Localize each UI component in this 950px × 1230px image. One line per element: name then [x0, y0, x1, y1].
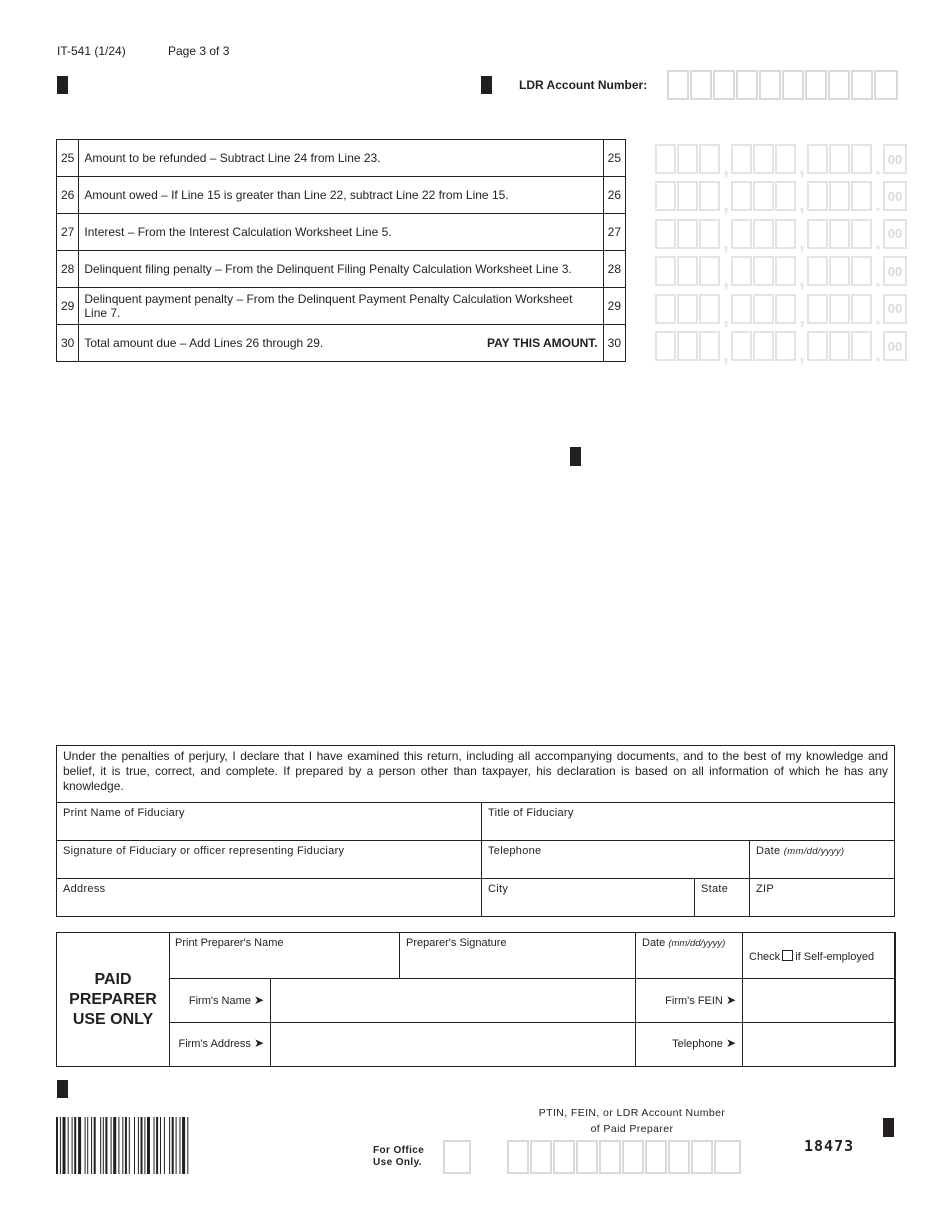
heading-line: PAID: [94, 970, 132, 988]
digit-box[interactable]: [699, 144, 720, 174]
barcode-bar: [172, 1117, 174, 1174]
line-text: Interest – From the Interest Calculation Worksheet Line 5.: [84, 225, 392, 239]
digit-box[interactable]: [655, 256, 676, 286]
self-employed-checkbox[interactable]: [782, 950, 793, 961]
barcode-bar: [125, 1117, 127, 1174]
self-employed-field: [743, 933, 894, 978]
line-number: 26: [57, 177, 79, 214]
line-number: 30: [603, 325, 625, 362]
city-field[interactable]: [482, 879, 695, 916]
amount-field-line-27[interactable]: [655, 219, 907, 254]
declaration-section: [56, 745, 895, 917]
barcode-bar: [105, 1117, 107, 1174]
barcode-bar: [182, 1117, 185, 1174]
barcode-bar: [176, 1117, 177, 1174]
barcode-bar: [60, 1117, 61, 1174]
barcode-bar: [111, 1117, 112, 1174]
preparer-telephone-field[interactable]: [743, 1022, 894, 1066]
heading-line: PREPARER: [69, 990, 157, 1008]
comma-separator: ,: [799, 194, 805, 217]
line-text: Total amount due – Add Lines 26 through 29.: [84, 336, 324, 350]
digit-box[interactable]: [851, 144, 872, 174]
digit-box[interactable]: [731, 256, 752, 286]
cents-box: 00: [883, 331, 907, 361]
ptin-label-line: PTIN, FEIN, or LDR Account Number: [538, 1107, 726, 1119]
line-text: Amount owed – If Line 15 is greater than Line 22, subtract Line 22 from Line 15.: [84, 188, 509, 202]
address-label: Address: [63, 883, 106, 895]
comma-separator: ,: [799, 157, 805, 179]
line-number: 25: [603, 140, 625, 177]
decimal-point: .: [875, 269, 881, 292]
date-field[interactable]: [750, 841, 894, 878]
barcode-bar: [103, 1117, 104, 1174]
preparer-date-field[interactable]: [636, 933, 743, 978]
digit-box[interactable]: [775, 294, 796, 324]
registration-mark: [883, 1118, 894, 1137]
barcode-bar: [129, 1117, 130, 1174]
office-use-box: [443, 1140, 471, 1174]
barcode-bar: [180, 1117, 181, 1174]
amount-field-line-25[interactable]: [655, 144, 907, 179]
barcode-bar: [118, 1117, 119, 1174]
digit-box[interactable]: [731, 219, 752, 249]
barcode-bar: [85, 1117, 86, 1174]
barcode-bar: [141, 1117, 143, 1174]
barcode: [56, 1117, 230, 1174]
barcode-bar: [154, 1117, 155, 1174]
telephone-field[interactable]: [482, 841, 750, 878]
line-28-row: [57, 251, 626, 288]
digit-box[interactable]: [829, 256, 850, 286]
barcode-bar: [134, 1117, 135, 1174]
line-number: 28: [603, 251, 625, 288]
arrow-right-icon: ➤: [253, 1036, 264, 1050]
line-description: [79, 177, 603, 214]
line-number: 28: [57, 251, 79, 288]
account-number-input[interactable]: [667, 70, 899, 100]
amount-field-line-26[interactable]: [655, 181, 907, 217]
digit-box[interactable]: [731, 294, 752, 324]
barcode-bar: [100, 1117, 101, 1174]
paid-preparer-section: [56, 932, 896, 1067]
registration-mark: [57, 76, 68, 94]
comma-separator: ,: [723, 231, 729, 254]
line-30-row: [57, 325, 626, 362]
firm-name-field[interactable]: [271, 978, 636, 1022]
digit-box[interactable]: [753, 256, 774, 286]
digit-box[interactable]: [699, 219, 720, 249]
amount-field-line-29[interactable]: [655, 294, 907, 329]
digit-box[interactable]: [655, 181, 676, 211]
pay-this-amount-label: PAY THIS AMOUNT.: [486, 336, 598, 350]
preparer-date-label: Date: [642, 937, 666, 949]
digit-box[interactable]: [851, 181, 872, 211]
office-use-line: For Office: [373, 1145, 425, 1156]
digit-box[interactable]: [699, 256, 720, 286]
arrow-right-icon: ➤: [253, 993, 264, 1007]
digit-box[interactable]: [699, 331, 720, 361]
comma-separator: ,: [799, 306, 805, 329]
cents-box: 00: [883, 181, 907, 211]
digit-box[interactable]: [775, 331, 796, 361]
barcode-bar: [68, 1117, 69, 1174]
barcode-bar: [63, 1117, 66, 1174]
check-label: Check: [749, 951, 781, 963]
line-description: [79, 214, 603, 251]
digit-box[interactable]: [699, 294, 720, 324]
digit-box[interactable]: [851, 219, 872, 249]
digit-box[interactable]: [699, 181, 720, 211]
cents-box: 00: [883, 256, 907, 286]
date-format-hint: (mm/dd/yyyy): [783, 846, 845, 857]
firm-address-field[interactable]: [271, 1022, 636, 1066]
line-text: Delinquent filing penalty – From the Delinquent Filing Penalty Calculation Worksheet Line 3.: [84, 262, 572, 276]
line-number: 29: [57, 288, 79, 325]
digit-box[interactable]: [753, 144, 774, 174]
comma-separator: ,: [799, 231, 805, 254]
ptin-label-line: of Paid Preparer: [590, 1123, 674, 1135]
digit-box[interactable]: [731, 331, 752, 361]
digit-box[interactable]: [677, 331, 698, 361]
digit-box[interactable]: [677, 219, 698, 249]
digit-box[interactable]: [807, 219, 828, 249]
barcode-bar: [138, 1117, 139, 1174]
line-number: 27: [57, 214, 79, 251]
barcode-bar: [187, 1117, 188, 1174]
heading-line: USE ONLY: [72, 1010, 154, 1028]
form-id: IT-541 (1/24): [57, 44, 126, 58]
digit-box[interactable]: [829, 219, 850, 249]
barcode-bar: [94, 1117, 96, 1174]
arrow-right-icon: ➤: [725, 1036, 736, 1050]
barcode-bar: [91, 1117, 92, 1174]
preparer-signature-field[interactable]: [400, 933, 636, 978]
form-code: 18473: [804, 1137, 855, 1155]
digit-box[interactable]: [775, 144, 796, 174]
self-employed-label: if Self-employed: [795, 951, 875, 963]
office-use-line: Use Only.: [373, 1157, 422, 1168]
digit-box[interactable]: [677, 144, 698, 174]
state-field[interactable]: [695, 879, 750, 916]
firm-fein-label-cell: [636, 978, 743, 1022]
page-number: Page 3 of 3: [168, 44, 230, 58]
digit-box[interactable]: [655, 294, 676, 324]
fiduciary-title-label: Title of Fiduciary: [488, 807, 574, 819]
digit-box[interactable]: [775, 256, 796, 286]
digit-box[interactable]: [655, 219, 676, 249]
line-number: 29: [603, 288, 625, 325]
barcode-bar: [113, 1117, 116, 1174]
line-25-row: [57, 140, 626, 177]
barcode-bar: [87, 1117, 88, 1174]
date-label: Date: [756, 845, 781, 857]
digit-box[interactable]: [807, 294, 828, 324]
registration-mark: [57, 1080, 68, 1098]
comma-separator: ,: [799, 269, 805, 292]
line-text: Delinquent payment penalty – From the Delinquent Payment Penalty Calculation Worksheet Line 7.: [84, 292, 573, 320]
comma-separator: ,: [723, 194, 729, 217]
decimal-point: .: [875, 344, 881, 366]
barcode-bar: [72, 1117, 73, 1174]
fiduciary-signature-field[interactable]: [57, 841, 482, 878]
digit-box[interactable]: [753, 219, 774, 249]
digit-box[interactable]: [807, 256, 828, 286]
decimal-point: .: [875, 194, 881, 217]
digit-box[interactable]: [677, 256, 698, 286]
decimal-point: .: [875, 306, 881, 329]
digit-box[interactable]: [655, 331, 676, 361]
amount-field-line-28[interactable]: [655, 256, 907, 292]
registration-mark: [481, 76, 492, 94]
decimal-point: .: [875, 157, 881, 179]
fiduciary-name-label: Print Name of Fiduciary: [63, 807, 185, 819]
amount-field-line-30[interactable]: [655, 331, 907, 366]
barcode-bar: [169, 1117, 170, 1174]
perjury-statement: Under the penalties of perjury, I declare that I have examined this return, including all accompanying documents, and to the best of my knowledge and belief, it is true, correct, and complete. If prepared by a person other than taxpayer, his declaration is based on all information of which he has any knowledge.: [57, 746, 894, 803]
digit-box[interactable]: [775, 181, 796, 211]
line-27-row: [57, 214, 626, 251]
digit-box[interactable]: [851, 256, 872, 286]
digit-box[interactable]: [677, 181, 698, 211]
digit-box[interactable]: [807, 331, 828, 361]
zip-field[interactable]: [750, 879, 894, 916]
registration-mark: [570, 447, 581, 466]
address-field[interactable]: [57, 879, 482, 916]
firm-address-label-cell: [169, 1022, 271, 1066]
firm-fein-label: Firm's FEIN: [665, 995, 723, 1007]
arrow-right-icon: ➤: [725, 993, 736, 1007]
line-description: [79, 140, 603, 177]
digit-box[interactable]: [677, 294, 698, 324]
lines-table: [56, 139, 626, 362]
digit-box[interactable]: [731, 144, 752, 174]
comma-separator: ,: [723, 306, 729, 329]
signature-label: Signature of Fiduciary or officer representing Fiduciary: [63, 845, 345, 857]
preparer-name-label: Print Preparer's Name: [175, 937, 284, 949]
firm-name-label-cell: [169, 978, 271, 1022]
line-29-row: [57, 288, 626, 325]
barcode-bar: [122, 1117, 123, 1174]
preparer-telephone-label-cell: [636, 1022, 743, 1066]
line-number: 26: [603, 177, 625, 214]
line-number: 25: [57, 140, 79, 177]
decimal-point: .: [875, 231, 881, 254]
cents-box: 00: [883, 219, 907, 249]
preparer-signature-label: Preparer's Signature: [406, 937, 507, 949]
digit-box[interactable]: [753, 181, 774, 211]
date-format-hint: (mm/dd/yyyy): [668, 938, 726, 949]
account-number-label: LDR Account Number:: [519, 78, 648, 92]
digit-box[interactable]: [829, 144, 850, 174]
fiduciary-title-field[interactable]: [482, 803, 894, 840]
barcode-bar: [144, 1117, 145, 1174]
digit-box[interactable]: [829, 181, 850, 211]
digit-box[interactable]: [829, 294, 850, 324]
digit-box[interactable]: [753, 294, 774, 324]
telephone-label: Telephone: [488, 845, 542, 857]
barcode-bar: [78, 1117, 81, 1174]
digit-box[interactable]: [829, 331, 850, 361]
line-description: [79, 288, 603, 325]
digit-box[interactable]: [851, 331, 872, 361]
digit-box[interactable]: [807, 144, 828, 174]
firm-address-label: Firm's Address: [178, 1038, 251, 1050]
ptin-label: [507, 1105, 757, 1137]
comma-separator: ,: [799, 344, 805, 366]
comma-separator: ,: [723, 269, 729, 292]
cents-box: 00: [883, 144, 907, 174]
barcode-bar: [74, 1117, 76, 1174]
line-description: [79, 325, 603, 362]
zip-label: ZIP: [756, 883, 775, 895]
digit-box[interactable]: [807, 181, 828, 211]
digit-box[interactable]: [731, 181, 752, 211]
comma-separator: ,: [723, 344, 729, 366]
line-number: 30: [57, 325, 79, 362]
firm-fein-field[interactable]: [743, 978, 894, 1022]
state-label: State: [701, 883, 729, 895]
ptin-input[interactable]: [507, 1140, 742, 1174]
digit-box[interactable]: [753, 331, 774, 361]
digit-box[interactable]: [851, 294, 872, 324]
barcode-bar: [56, 1117, 58, 1174]
digit-box[interactable]: [655, 144, 676, 174]
barcode-bar: [147, 1117, 150, 1174]
fiduciary-name-field[interactable]: [57, 803, 482, 840]
paid-preparer-heading: [57, 933, 170, 1066]
comma-separator: ,: [723, 157, 729, 179]
digit-box[interactable]: [775, 219, 796, 249]
preparer-name-field[interactable]: [169, 933, 400, 978]
preparer-telephone-label: Telephone: [672, 1038, 723, 1050]
line-number: 27: [603, 214, 625, 251]
barcode-bar: [156, 1117, 158, 1174]
cents-box: 00: [883, 294, 907, 324]
line-text: Amount to be refunded – Subtract Line 24 from Line 23.: [84, 151, 381, 165]
firm-name-label: Firm's Name: [188, 995, 251, 1007]
barcode-bar: [160, 1117, 161, 1174]
line-description: [79, 251, 603, 288]
city-label: City: [488, 883, 509, 895]
line-26-row: [57, 177, 626, 214]
barcode-bar: [164, 1117, 165, 1174]
office-use-label: [373, 1145, 424, 1169]
